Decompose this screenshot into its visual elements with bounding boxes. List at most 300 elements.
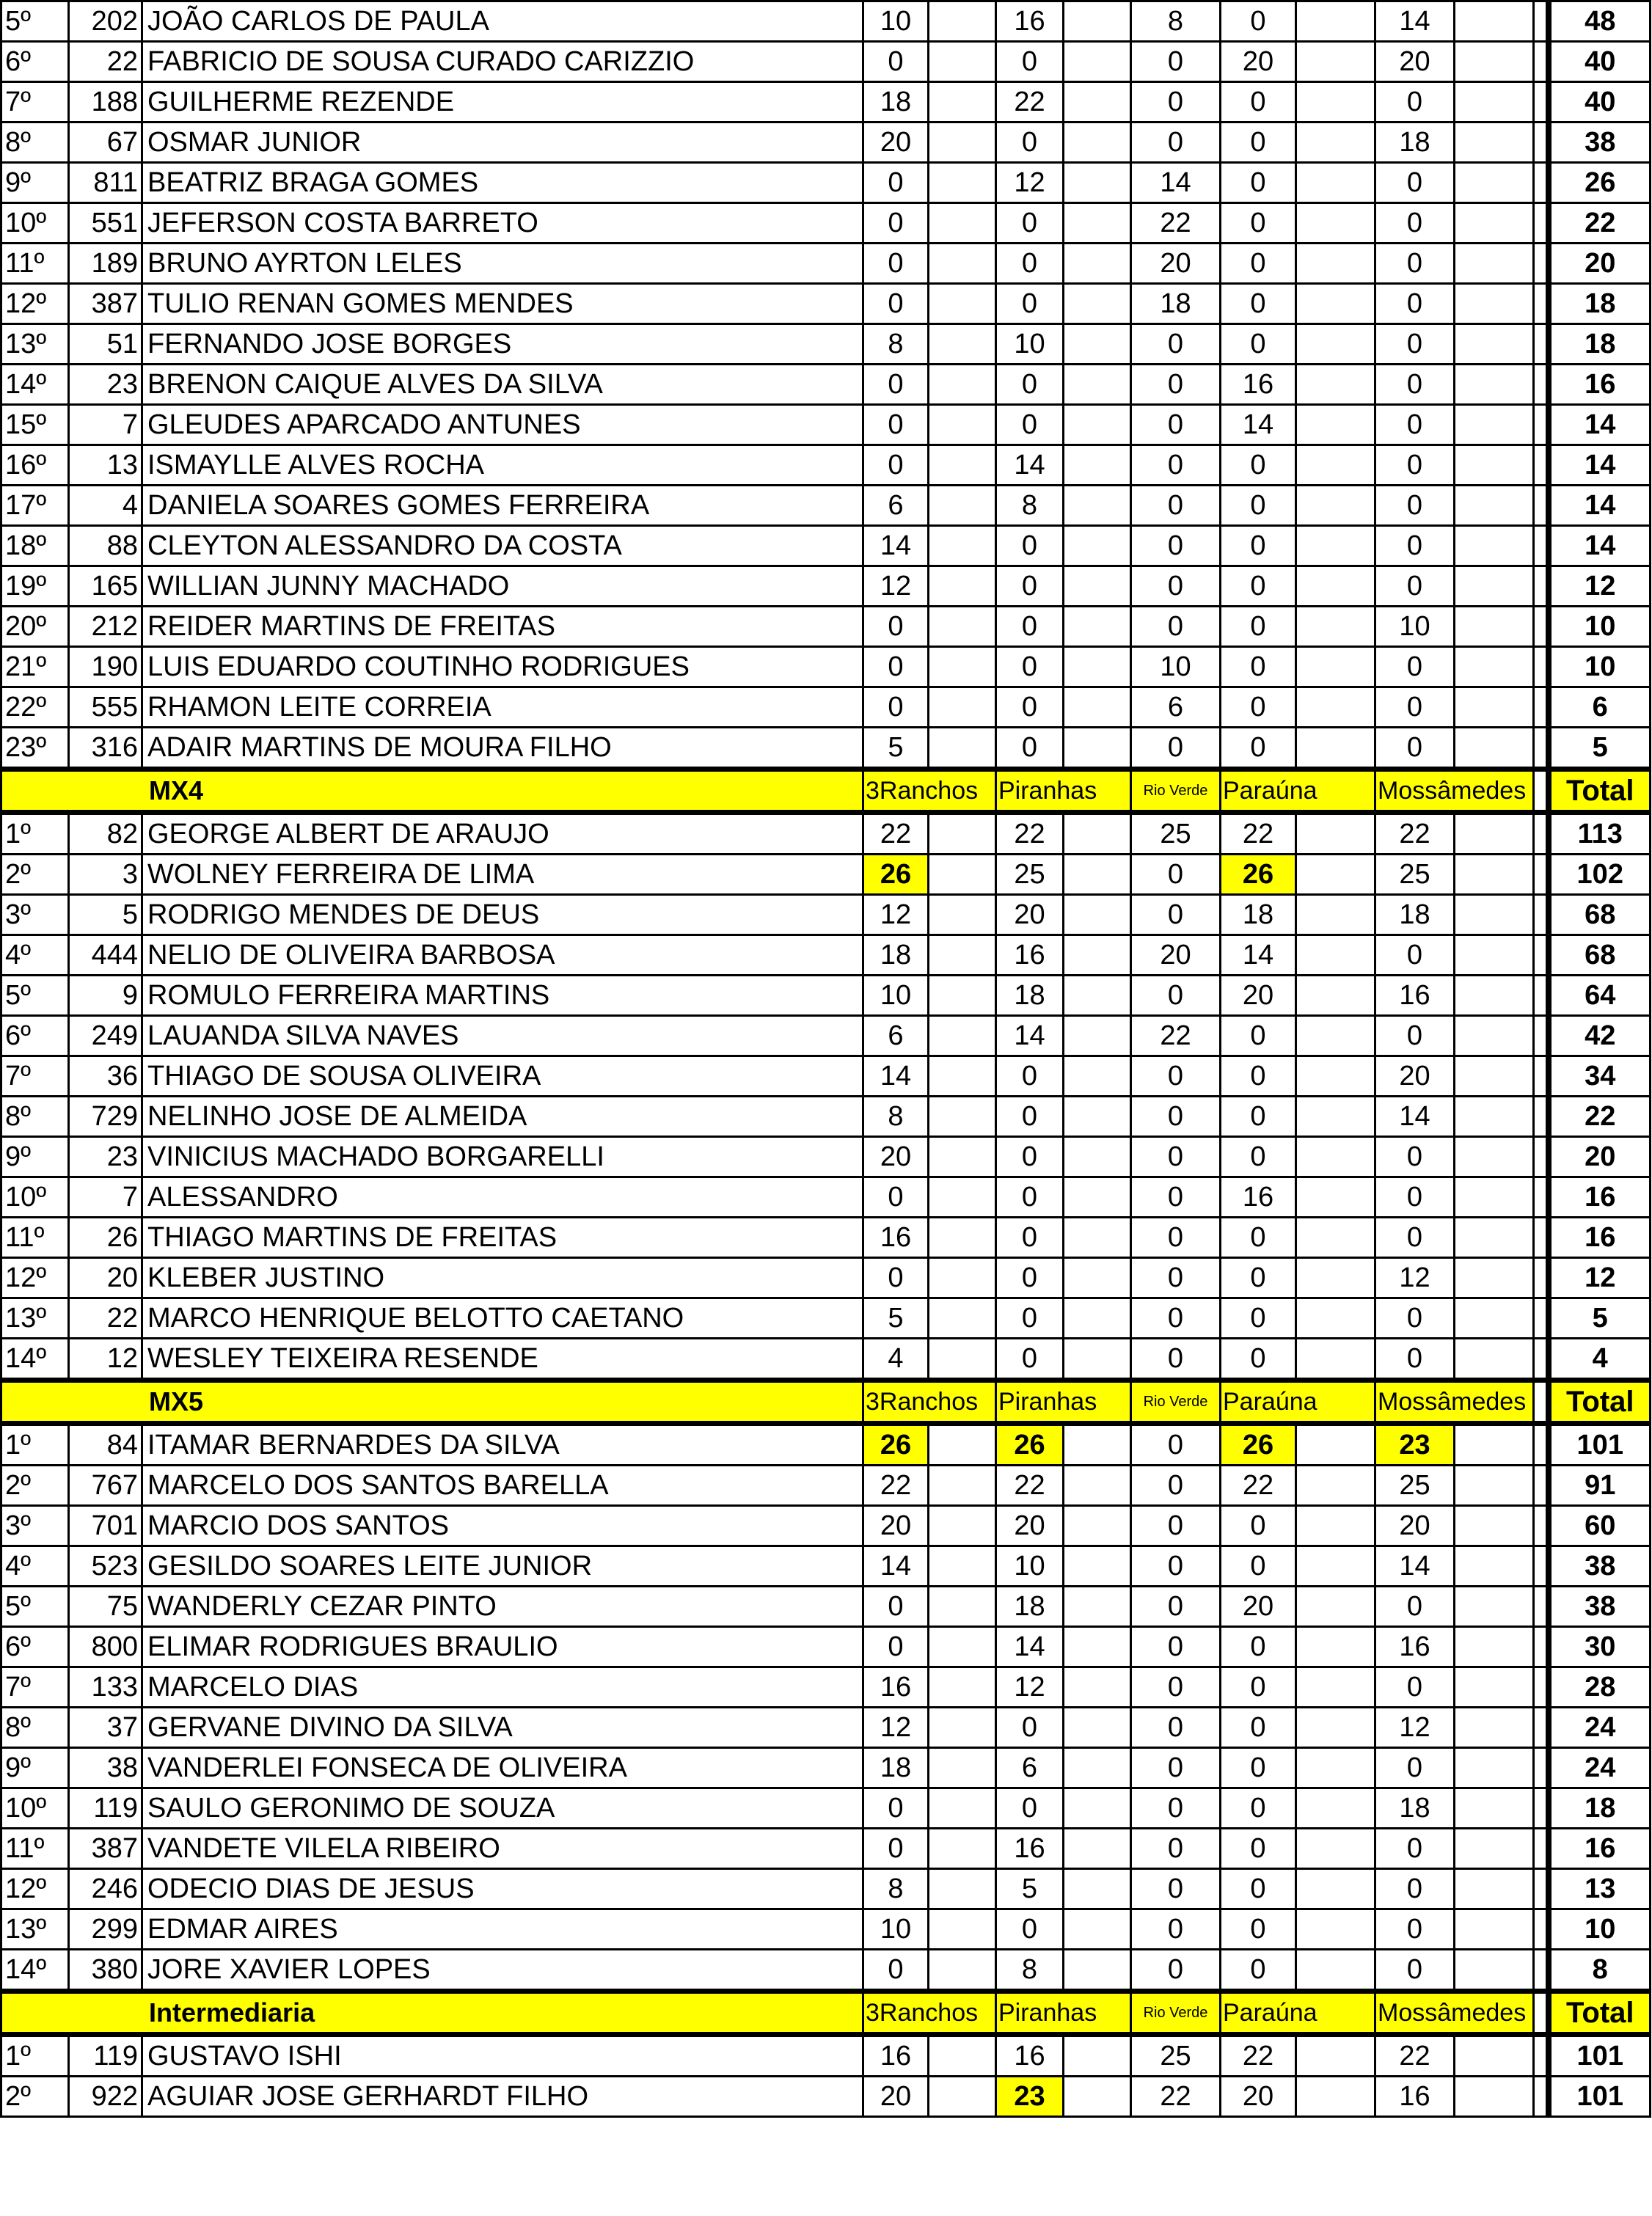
empty-cell <box>929 1748 996 1788</box>
empty-cell <box>1455 1748 1534 1788</box>
stage-points: 10 <box>863 1 929 42</box>
total-points: 26 <box>1549 163 1651 203</box>
stage-points: 14 <box>996 445 1064 486</box>
position: 3º <box>1 1506 69 1546</box>
stage-points: 0 <box>1131 1097 1221 1137</box>
position: 18º <box>1 526 69 566</box>
stage-points: 0 <box>863 445 929 486</box>
stage-points: 23 <box>996 2077 1064 2117</box>
stage-points: 22 <box>1375 813 1455 855</box>
empty-cell <box>1064 1909 1131 1950</box>
position: 6º <box>1 42 69 82</box>
empty-cell <box>1455 895 1534 935</box>
rider-name: THIAGO DE SOUSA OLIVEIRA <box>142 1056 863 1097</box>
stage-points: 22 <box>1221 813 1296 855</box>
empty-cell <box>929 566 996 607</box>
stage-points: 20 <box>863 1506 929 1546</box>
spacer <box>1534 82 1549 122</box>
stage-points: 0 <box>996 1137 1064 1177</box>
rider-number: 551 <box>69 203 142 244</box>
rider-name: JOÃO CARLOS DE PAULA <box>142 1 863 42</box>
stage-points: 10 <box>1131 647 1221 687</box>
category-title: MX5 <box>1 1381 863 1424</box>
stage-header: Paraúna <box>1221 1992 1375 2035</box>
empty-cell <box>1455 647 1534 687</box>
stage-points: 0 <box>1131 122 1221 163</box>
spacer <box>1534 445 1549 486</box>
total-points: 16 <box>1549 1829 1651 1869</box>
empty-cell <box>929 1218 996 1258</box>
stage-points: 0 <box>1131 566 1221 607</box>
empty-cell <box>1296 1950 1375 1992</box>
position: 17º <box>1 486 69 526</box>
stage-points: 26 <box>1221 1424 1296 1466</box>
spacer <box>1534 1992 1549 2035</box>
rider-number: 22 <box>69 1298 142 1339</box>
rider-number: 701 <box>69 1506 142 1546</box>
spacer <box>1534 1218 1549 1258</box>
empty-cell <box>1064 1298 1131 1339</box>
total-header: Total <box>1549 1381 1651 1424</box>
stage-points: 0 <box>1375 1587 1455 1627</box>
empty-cell <box>1296 486 1375 526</box>
spacer <box>1534 935 1549 976</box>
position: 2º <box>1 2077 69 2117</box>
position: 2º <box>1 855 69 895</box>
empty-cell <box>1064 935 1131 976</box>
spacer <box>1534 895 1549 935</box>
total-points: 48 <box>1549 1 1651 42</box>
table-row <box>1 1218 1651 1258</box>
position: 2º <box>1 1466 69 1506</box>
stage-points: 0 <box>1375 566 1455 607</box>
empty-cell <box>929 1546 996 1587</box>
position: 7º <box>1 82 69 122</box>
empty-cell <box>1296 42 1375 82</box>
rider-name: MARCELO DOS SANTOS BARELLA <box>142 1466 863 1506</box>
empty-cell <box>1296 687 1375 728</box>
ranking-body <box>1 1 1651 2117</box>
empty-cell <box>1064 1218 1131 1258</box>
rider-number: 7 <box>69 1177 142 1218</box>
total-points: 20 <box>1549 1137 1651 1177</box>
spacer <box>1534 42 1549 82</box>
rider-number: 23 <box>69 1137 142 1177</box>
total-points: 13 <box>1549 1869 1651 1909</box>
stage-points: 20 <box>1221 2077 1296 2117</box>
total-points: 10 <box>1549 607 1651 647</box>
stage-points: 22 <box>863 1466 929 1506</box>
empty-cell <box>1064 122 1131 163</box>
stage-points: 22 <box>1375 2035 1455 2077</box>
table-row <box>1 122 1651 163</box>
position: 6º <box>1 1627 69 1667</box>
empty-cell <box>929 813 996 855</box>
stage-points: 0 <box>1221 445 1296 486</box>
total-points: 12 <box>1549 1258 1651 1298</box>
rider-number: 444 <box>69 935 142 976</box>
rider-name: VANDETE VILELA RIBEIRO <box>142 1829 863 1869</box>
rider-number: 387 <box>69 1829 142 1869</box>
stage-points: 22 <box>1131 2077 1221 2117</box>
stage-points: 14 <box>863 1056 929 1097</box>
table-row <box>1 855 1651 895</box>
stage-points: 0 <box>1375 82 1455 122</box>
table-row <box>1 324 1651 365</box>
stage-points: 0 <box>1221 1137 1296 1177</box>
stage-points: 0 <box>1131 1466 1221 1506</box>
stage-points: 0 <box>1221 1869 1296 1909</box>
stage-points: 4 <box>863 1339 929 1381</box>
stage-points: 14 <box>1221 935 1296 976</box>
spacer <box>1534 1339 1549 1381</box>
empty-cell <box>1296 365 1375 405</box>
spacer <box>1534 855 1549 895</box>
empty-cell <box>1455 1056 1534 1097</box>
spacer <box>1534 2035 1549 2077</box>
empty-cell <box>1296 1 1375 42</box>
position: 16º <box>1 445 69 486</box>
empty-cell <box>929 1424 996 1466</box>
stage-points: 20 <box>1375 1056 1455 1097</box>
stage-points: 0 <box>863 607 929 647</box>
spacer <box>1534 1708 1549 1748</box>
rider-name: KLEBER JUSTINO <box>142 1258 863 1298</box>
table-row <box>1 1258 1651 1298</box>
rider-number: 37 <box>69 1708 142 1748</box>
rider-name: BRUNO AYRTON LELES <box>142 244 863 284</box>
spacer <box>1534 1381 1549 1424</box>
empty-cell <box>1455 526 1534 566</box>
stage-header: Rio Verde <box>1131 769 1221 813</box>
table-row <box>1 1829 1651 1869</box>
stage-points: 16 <box>1375 2077 1455 2117</box>
stage-points: 8 <box>863 1097 929 1137</box>
rider-name: RODRIGO MENDES DE DEUS <box>142 895 863 935</box>
empty-cell <box>929 1258 996 1298</box>
empty-cell <box>1455 163 1534 203</box>
position: 4º <box>1 935 69 976</box>
rider-number: 800 <box>69 1627 142 1667</box>
stage-points: 0 <box>1221 1667 1296 1708</box>
table-row <box>1 1466 1651 1506</box>
rider-name: WANDERLY CEZAR PINTO <box>142 1587 863 1627</box>
stage-points: 0 <box>1375 647 1455 687</box>
stage-points: 0 <box>1221 1708 1296 1748</box>
position: 1º <box>1 2035 69 2077</box>
empty-cell <box>929 647 996 687</box>
stage-points: 0 <box>996 1258 1064 1298</box>
stage-points: 0 <box>1375 324 1455 365</box>
empty-cell <box>1455 1097 1534 1137</box>
empty-cell <box>1064 1788 1131 1829</box>
empty-cell <box>929 1587 996 1627</box>
table-row <box>1 486 1651 526</box>
rider-name: BEATRIZ BRAGA GOMES <box>142 163 863 203</box>
rider-name: ODECIO DIAS DE JESUS <box>142 1869 863 1909</box>
stage-points: 6 <box>863 1016 929 1056</box>
empty-cell <box>1455 935 1534 976</box>
stage-points: 12 <box>1375 1708 1455 1748</box>
stage-points: 0 <box>863 203 929 244</box>
spacer <box>1534 244 1549 284</box>
stage-points: 25 <box>996 855 1064 895</box>
empty-cell <box>1064 1097 1131 1137</box>
stage-points: 16 <box>996 1 1064 42</box>
stage-points: 20 <box>996 895 1064 935</box>
stage-points: 18 <box>1375 1788 1455 1829</box>
stage-points: 0 <box>1131 1909 1221 1950</box>
table-row <box>1 813 1651 855</box>
spacer <box>1534 566 1549 607</box>
spacer <box>1534 1667 1549 1708</box>
empty-cell <box>1296 1708 1375 1748</box>
stage-points: 14 <box>863 1546 929 1587</box>
stage-points: 0 <box>1131 1177 1221 1218</box>
table-row <box>1 1 1651 42</box>
stage-points: 0 <box>996 687 1064 728</box>
position: 8º <box>1 1097 69 1137</box>
spacer <box>1534 1627 1549 1667</box>
stage-points: 0 <box>863 365 929 405</box>
empty-cell <box>1455 324 1534 365</box>
empty-cell <box>1064 244 1131 284</box>
stage-points: 5 <box>863 728 929 769</box>
empty-cell <box>929 976 996 1016</box>
empty-cell <box>1064 1506 1131 1546</box>
empty-cell <box>1296 1218 1375 1258</box>
stage-header: Rio Verde <box>1131 1381 1221 1424</box>
stage-points: 0 <box>1375 365 1455 405</box>
rider-number: 38 <box>69 1748 142 1788</box>
stage-points: 0 <box>1221 687 1296 728</box>
stage-points: 8 <box>863 1869 929 1909</box>
empty-cell <box>1296 244 1375 284</box>
empty-cell <box>1064 324 1131 365</box>
stage-points: 26 <box>863 1424 929 1466</box>
rider-number: 729 <box>69 1097 142 1137</box>
stage-points: 18 <box>863 935 929 976</box>
empty-cell <box>1296 935 1375 976</box>
empty-cell <box>929 2035 996 2077</box>
stage-points: 20 <box>1221 976 1296 1016</box>
stage-points: 0 <box>863 1627 929 1667</box>
stage-points: 0 <box>1221 284 1296 324</box>
spacer <box>1534 607 1549 647</box>
spacer <box>1534 769 1549 813</box>
spacer <box>1534 1016 1549 1056</box>
rider-number: 75 <box>69 1587 142 1627</box>
stage-points: 0 <box>996 1909 1064 1950</box>
stage-points: 0 <box>1131 1627 1221 1667</box>
stage-points: 0 <box>1375 935 1455 976</box>
empty-cell <box>1064 1177 1131 1218</box>
empty-cell <box>1296 2035 1375 2077</box>
rider-name: AGUIAR JOSE GERHARDT FILHO <box>142 2077 863 2117</box>
position: 13º <box>1 1298 69 1339</box>
rider-name: ROMULO FERREIRA MARTINS <box>142 976 863 1016</box>
stage-points: 0 <box>1221 1546 1296 1587</box>
empty-cell <box>1455 82 1534 122</box>
category-header-row <box>1 1992 1651 2035</box>
empty-cell <box>1064 163 1131 203</box>
empty-cell <box>929 1177 996 1218</box>
stage-points: 0 <box>1375 728 1455 769</box>
rider-number: 4 <box>69 486 142 526</box>
stage-points: 0 <box>1221 1506 1296 1546</box>
stage-points: 0 <box>996 647 1064 687</box>
rider-number: 316 <box>69 728 142 769</box>
total-points: 68 <box>1549 895 1651 935</box>
empty-cell <box>1064 445 1131 486</box>
rider-number: 202 <box>69 1 142 42</box>
stage-points: 16 <box>863 1218 929 1258</box>
stage-points: 20 <box>863 122 929 163</box>
stage-header: Mossâmedes <box>1375 1381 1534 1424</box>
stage-header: Mossâmedes <box>1375 1992 1534 2035</box>
stage-points: 14 <box>863 526 929 566</box>
empty-cell <box>1064 895 1131 935</box>
empty-cell <box>1296 1788 1375 1829</box>
stage-points: 8 <box>996 1950 1064 1992</box>
rider-name: WILLIAN JUNNY MACHADO <box>142 566 863 607</box>
table-row <box>1 42 1651 82</box>
spacer <box>1534 486 1549 526</box>
rider-number: 9 <box>69 976 142 1016</box>
spacer <box>1534 203 1549 244</box>
spacer <box>1534 647 1549 687</box>
stage-points: 18 <box>1375 895 1455 935</box>
empty-cell <box>1296 895 1375 935</box>
empty-cell <box>1296 1506 1375 1546</box>
empty-cell <box>1296 445 1375 486</box>
total-points: 91 <box>1549 1466 1651 1506</box>
stage-points: 0 <box>996 1339 1064 1381</box>
empty-cell <box>1296 855 1375 895</box>
stage-points: 10 <box>1375 607 1455 647</box>
rider-name: JEFERSON COSTA BARRETO <box>142 203 863 244</box>
stage-points: 14 <box>1375 1097 1455 1137</box>
stage-points: 14 <box>1131 163 1221 203</box>
stage-points: 0 <box>996 566 1064 607</box>
stage-points: 20 <box>1375 42 1455 82</box>
stage-points: 18 <box>1221 895 1296 935</box>
empty-cell <box>1064 1950 1131 1992</box>
stage-points: 0 <box>1131 1667 1221 1708</box>
table-row <box>1 1298 1651 1339</box>
empty-cell <box>929 2077 996 2117</box>
rider-number: 13 <box>69 445 142 486</box>
stage-points: 0 <box>863 42 929 82</box>
total-points: 20 <box>1549 244 1651 284</box>
stage-points: 0 <box>1375 526 1455 566</box>
empty-cell <box>929 1788 996 1829</box>
position: 13º <box>1 1909 69 1950</box>
empty-cell <box>1296 82 1375 122</box>
empty-cell <box>1296 566 1375 607</box>
empty-cell <box>1296 813 1375 855</box>
position: 5º <box>1 1 69 42</box>
empty-cell <box>1064 1 1131 42</box>
stage-points: 0 <box>996 1056 1064 1097</box>
stage-points: 14 <box>996 1627 1064 1667</box>
position: 11º <box>1 1218 69 1258</box>
spacer <box>1534 1546 1549 1587</box>
empty-cell <box>1455 1506 1534 1546</box>
rider-number: 7 <box>69 405 142 445</box>
table-row <box>1 1708 1651 1748</box>
rider-number: 246 <box>69 1869 142 1909</box>
table-row <box>1 1869 1651 1909</box>
rider-name: VINICIUS MACHADO BORGARELLI <box>142 1137 863 1177</box>
total-points: 5 <box>1549 728 1651 769</box>
empty-cell <box>1455 122 1534 163</box>
empty-cell <box>1064 728 1131 769</box>
empty-cell <box>1455 1667 1534 1708</box>
stage-points: 20 <box>996 1506 1064 1546</box>
stage-points: 0 <box>1221 1788 1296 1829</box>
total-points: 38 <box>1549 1546 1651 1587</box>
position: 14º <box>1 1950 69 1992</box>
rider-name: WOLNEY FERREIRA DE LIMA <box>142 855 863 895</box>
stage-points: 20 <box>863 1137 929 1177</box>
empty-cell <box>929 82 996 122</box>
empty-cell <box>929 405 996 445</box>
rider-name: CLEYTON ALESSANDRO DA COSTA <box>142 526 863 566</box>
spacer <box>1534 1424 1549 1466</box>
empty-cell <box>929 42 996 82</box>
empty-cell <box>929 324 996 365</box>
rider-number: 82 <box>69 813 142 855</box>
stage-points: 0 <box>1131 1137 1221 1177</box>
empty-cell <box>1296 1587 1375 1627</box>
stage-points: 12 <box>996 1667 1064 1708</box>
category-title: Intermediaria <box>1 1992 863 2035</box>
position: 14º <box>1 365 69 405</box>
empty-cell <box>1455 1950 1534 1992</box>
empty-cell <box>1455 976 1534 1016</box>
position: 13º <box>1 324 69 365</box>
position: 12º <box>1 284 69 324</box>
empty-cell <box>1296 1097 1375 1137</box>
total-points: 101 <box>1549 2035 1651 2077</box>
spacer <box>1534 1909 1549 1950</box>
stage-points: 0 <box>1375 1137 1455 1177</box>
table-row <box>1 1788 1651 1829</box>
stage-points: 0 <box>863 1788 929 1829</box>
empty-cell <box>1455 1708 1534 1748</box>
stage-points: 0 <box>1131 42 1221 82</box>
stage-points: 0 <box>1221 647 1296 687</box>
stage-points: 0 <box>996 1708 1064 1748</box>
empty-cell <box>1296 647 1375 687</box>
table-row <box>1 163 1651 203</box>
rider-number: 88 <box>69 526 142 566</box>
rider-number: 188 <box>69 82 142 122</box>
stage-points: 0 <box>996 365 1064 405</box>
empty-cell <box>929 1056 996 1097</box>
empty-cell <box>1064 647 1131 687</box>
table-row <box>1 1177 1651 1218</box>
stage-header: Piranhas <box>996 1992 1131 2035</box>
empty-cell <box>1064 1339 1131 1381</box>
empty-cell <box>929 1097 996 1137</box>
rider-name: GUSTAVO ISHI <box>142 2035 863 2077</box>
table-row <box>1 1137 1651 1177</box>
total-points: 22 <box>1549 1097 1651 1137</box>
stage-points: 0 <box>1221 486 1296 526</box>
rider-number: 26 <box>69 1218 142 1258</box>
